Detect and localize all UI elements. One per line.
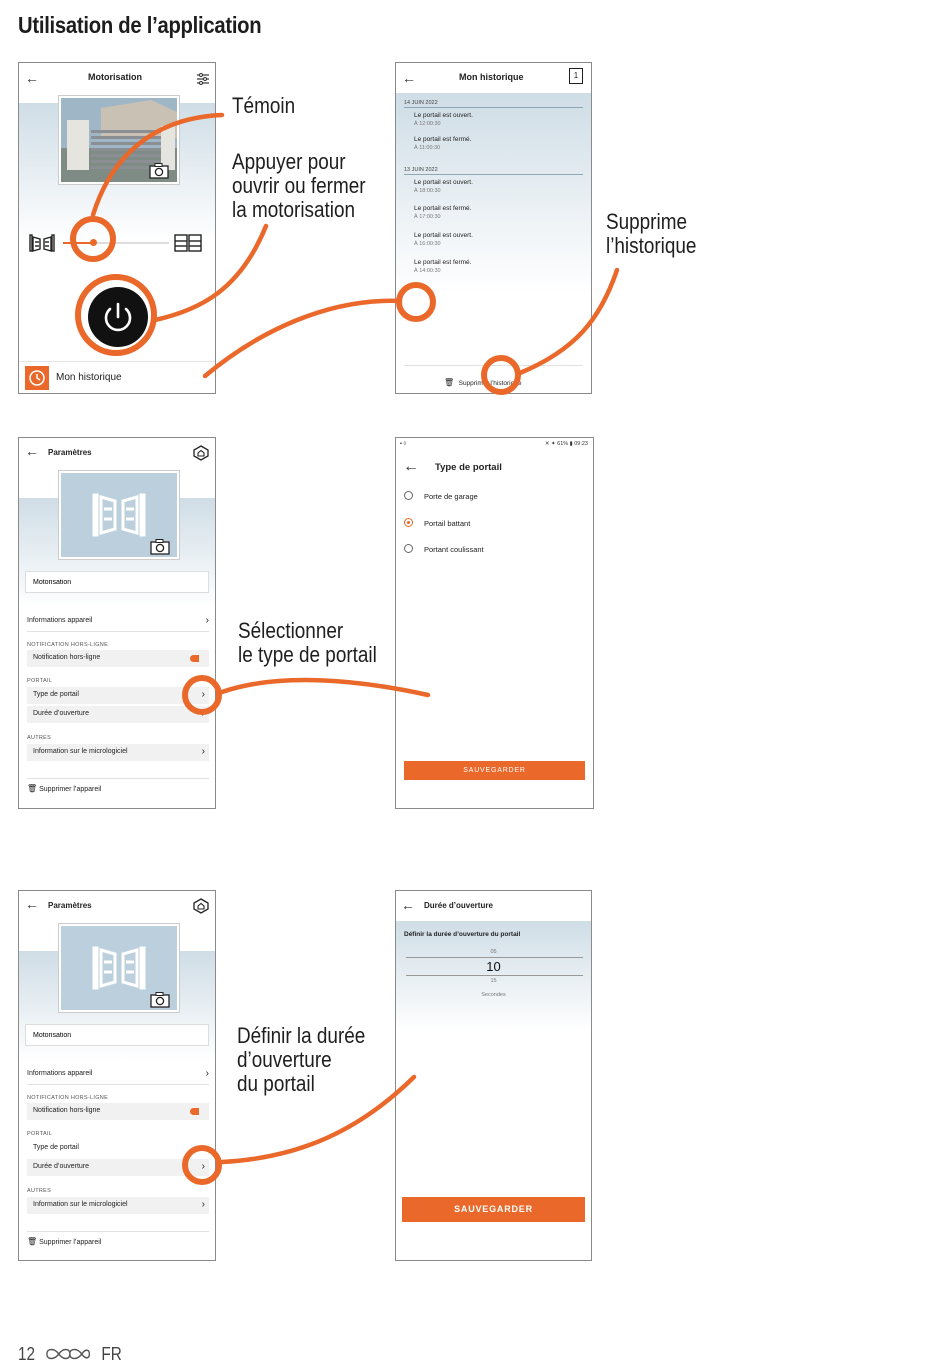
history-entry: Le portail est ouvert. (414, 112, 473, 119)
chevron-right-icon: › (201, 1161, 205, 1172)
delete-device-label: Supprimer l’appareil (39, 1239, 102, 1246)
picker-prev-value: 05 (490, 949, 497, 955)
section-gate: PORTAIL (27, 678, 53, 684)
annotation-press-3: la motorisation (232, 197, 356, 222)
annotation-delete-1: Supprime (606, 209, 687, 234)
gate-type-label: Type de portail (33, 1144, 79, 1151)
opening-duration-label: Durée d’ouverture (33, 1163, 90, 1170)
offline-notification-label: Notification hors-ligne (33, 1107, 101, 1114)
device-info-label: Informations appareil (27, 1070, 93, 1077)
home-shield-icon[interactable] (193, 898, 209, 914)
device-info-row[interactable] (27, 617, 209, 624)
delete-device-row[interactable] (27, 784, 209, 793)
section-offline: NOTIFICATION HORS-LIGNE (27, 1095, 109, 1101)
save-button[interactable]: SAUVEGARDER (402, 1197, 585, 1222)
device-name-input[interactable] (25, 571, 209, 593)
firmware-row[interactable] (27, 1197, 209, 1214)
screen-duree-ouverture (395, 890, 592, 1261)
chevron-right-icon: › (201, 689, 205, 700)
history-clock-icon (25, 366, 49, 390)
device-info-label: Informations appareil (27, 617, 93, 624)
ring-history-entry (396, 282, 436, 322)
history-entry: Le portail est ouvert. (414, 179, 473, 186)
chevron-right-icon: › (201, 1199, 205, 1210)
option-radio[interactable] (404, 518, 413, 527)
annotation-duration-3: du portail (237, 1071, 315, 1096)
back-arrow-icon[interactable]: ← (401, 897, 415, 913)
language-code: FR (101, 1344, 122, 1364)
back-arrow-icon[interactable]: ← (402, 70, 416, 86)
delete-device-row[interactable] (27, 1237, 209, 1246)
chevron-right-icon: › (205, 615, 209, 626)
annotation-press-1: Appuyer pour (232, 149, 346, 174)
ring-delete-history (481, 355, 521, 395)
section-other: AUTRES (27, 1188, 52, 1194)
device-info-row[interactable] (27, 1070, 209, 1077)
settings-sliders-icon[interactable] (197, 72, 209, 84)
delete-history-label: Supprimer l’historique (458, 380, 522, 387)
calendar-badge-icon[interactable]: 1 (569, 68, 583, 84)
firmware-row[interactable] (27, 744, 209, 761)
annotation-delete-2: l’historique (606, 233, 697, 258)
back-arrow-icon[interactable]: ← (25, 443, 39, 459)
device-name-input[interactable] (25, 1024, 209, 1046)
screen-title: Durée d’ouverture (424, 901, 493, 910)
page-number: 12 (18, 1344, 36, 1364)
ring-gate-type (182, 675, 222, 715)
screen-title: Type de portail (435, 462, 502, 473)
offline-notification-row (27, 1103, 209, 1120)
camera-icon[interactable] (150, 992, 170, 1008)
ring-temoin (70, 216, 116, 262)
page-title: Utilisation de l’application (18, 12, 262, 38)
history-time: À 11:00:30 (414, 145, 441, 151)
camera-icon[interactable] (150, 539, 170, 555)
history-date: 13 JUIN 2022 (404, 167, 438, 173)
chevron-right-icon: › (201, 708, 205, 719)
screen-type-portail (395, 437, 594, 809)
page-footer (18, 1344, 122, 1365)
history-time: À 17:00:30 (414, 214, 441, 220)
ring-power (75, 274, 157, 356)
gate-open-icon (174, 233, 202, 253)
chevron-right-icon: › (205, 1068, 209, 1079)
history-entry: Le portail est fermé. (414, 259, 472, 266)
gate-type-row[interactable] (27, 1140, 209, 1157)
screen-title: Mon historique (459, 72, 524, 82)
back-arrow-icon[interactable]: ← (25, 70, 39, 86)
back-arrow-icon[interactable]: ← (25, 896, 39, 912)
offline-toggle[interactable] (190, 1108, 199, 1115)
history-button-label: Mon historique (56, 372, 122, 383)
history-bar[interactable] (19, 361, 215, 394)
status-bar-left-icons: ▪ ◊ (400, 441, 407, 447)
history-time: À 16:00:30 (414, 241, 441, 247)
annotation-select-2: le type de portail (238, 642, 377, 667)
screen-parametres-2 (18, 890, 216, 1261)
annotation-duration-1: Définir la durée (237, 1023, 366, 1048)
section-offline: NOTIFICATION HORS-LIGNE (27, 642, 109, 648)
history-time: À 14:00:30 (414, 268, 441, 274)
history-entry: Le portail est fermé. (414, 205, 472, 212)
firmware-label: Information sur le micrologiciel (33, 1201, 128, 1208)
screen-title: Paramètres (48, 448, 92, 457)
history-date: 14 JUIN 2022 (404, 100, 438, 106)
history-entry: Le portail est ouvert. (414, 232, 473, 239)
option-label: Porte de garage (424, 492, 478, 501)
trash-icon: 🗑 (444, 378, 455, 387)
ring-opening-duration (182, 1145, 222, 1185)
history-entry: Le portail est fermé. (414, 136, 472, 143)
section-other: AUTRES (27, 735, 52, 741)
screen-parametres (18, 437, 216, 809)
offline-notification-row (27, 650, 209, 667)
option-label: Portail battant (424, 519, 471, 528)
history-time: À 12:00:30 (414, 121, 441, 127)
annotation-press-2: ouvrir ou fermer (232, 173, 366, 198)
home-shield-icon[interactable] (193, 445, 209, 461)
camera-icon[interactable] (149, 163, 169, 179)
trash-icon: 🗑 (27, 784, 38, 793)
screen-historique (395, 62, 592, 394)
chevron-right-icon: › (201, 746, 205, 757)
option-radio[interactable] (404, 544, 413, 553)
status-bar: ✕ ✦ 61% ▮ 09:23 (544, 441, 588, 447)
annotation-select-1: Sélectionner (238, 618, 344, 643)
trash-icon: 🗑 (27, 1237, 38, 1246)
offline-toggle[interactable] (190, 655, 199, 662)
annotation-temoin: Témoin (232, 93, 296, 118)
gate-type-label: Type de portail (33, 691, 79, 698)
annotation-duration-2: d’ouverture (237, 1047, 332, 1072)
screen-title: Motorisation (88, 72, 142, 82)
section-gate: PORTAIL (27, 1131, 53, 1137)
option-label: Portant coulissant (424, 545, 484, 554)
picker-next-value: 15 (490, 978, 497, 984)
opening-duration-row[interactable] (27, 706, 209, 723)
offline-notification-label: Notification hors-ligne (33, 654, 101, 661)
option-radio[interactable] (404, 491, 413, 500)
picker-selected-value[interactable]: 10 (486, 959, 501, 974)
opening-duration-label: Durée d’ouverture (33, 710, 90, 717)
gate-closed-icon (29, 233, 55, 253)
screen-title: Paramètres (48, 901, 92, 910)
picker-unit: Secondes (481, 992, 506, 998)
firmware-label: Information sur le micrologiciel (33, 748, 128, 755)
brand-logo-icon (44, 1345, 92, 1363)
delete-device-label: Supprimer l’appareil (39, 786, 102, 793)
history-time: À 18:00:30 (414, 188, 441, 194)
duration-subtitle: Définir la durée d’ouverture du portail (404, 931, 521, 938)
save-button[interactable]: SAUVEGARDER (404, 761, 585, 780)
back-arrow-icon[interactable]: ← (403, 458, 419, 475)
